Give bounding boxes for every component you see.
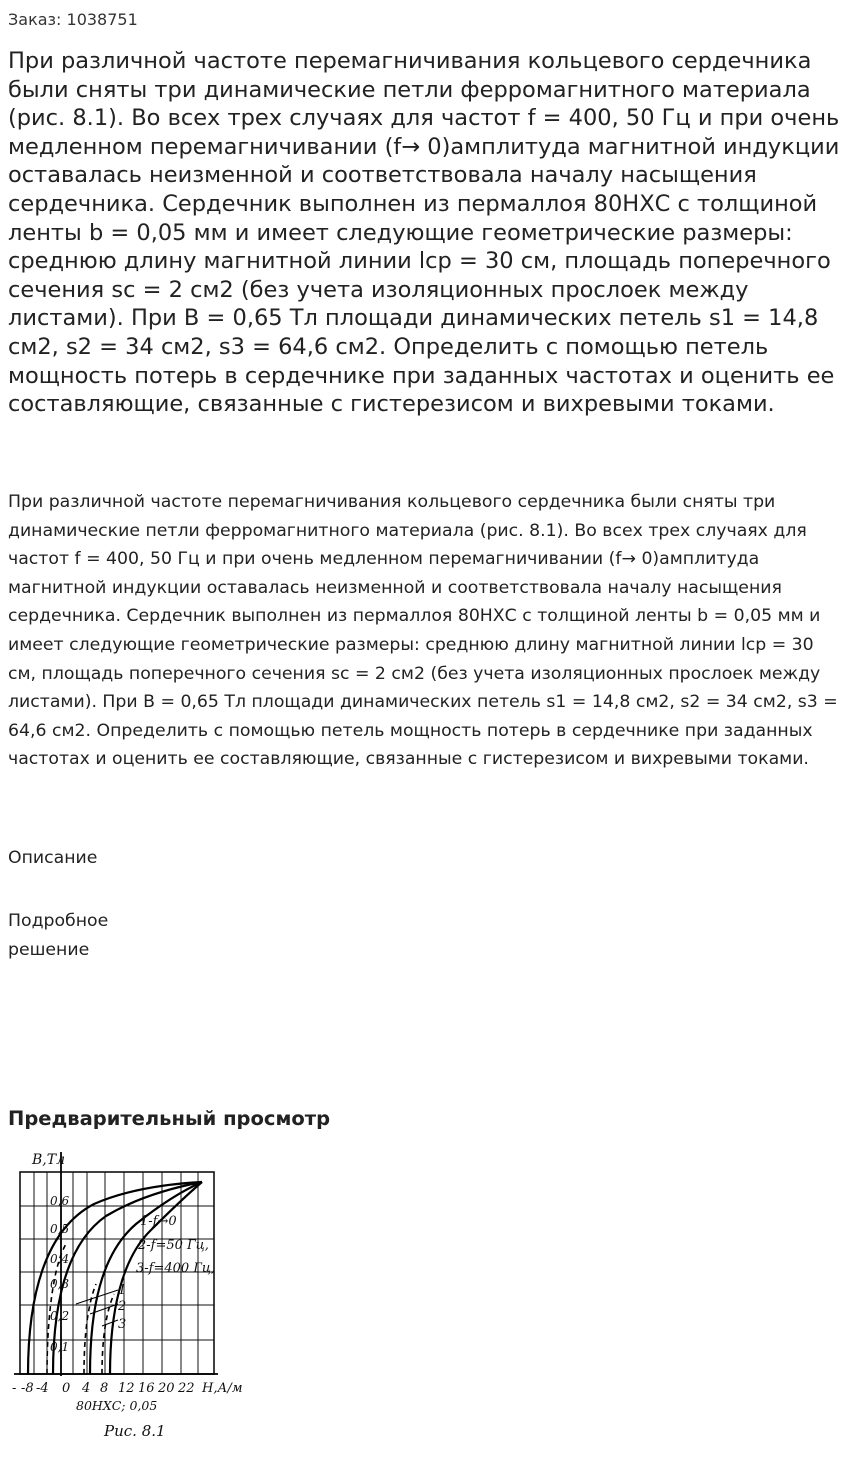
figure-material-note: 80НХС; 0,05: [76, 1398, 158, 1413]
figure-x-tick: 20: [158, 1381, 175, 1396]
figure-x-axis-label: H,А/м: [202, 1381, 243, 1396]
figure-y-axis-label: B,Тл: [32, 1152, 65, 1168]
order-number: Заказ: 1038751: [8, 10, 138, 29]
description-link[interactable]: Описание: [8, 848, 98, 868]
figure-x-tick: 16: [138, 1381, 155, 1396]
figure-y-tick: 0,6: [50, 1194, 70, 1208]
figure-x-tick: -8: [21, 1381, 34, 1396]
figure-legend-item: 2-f=50 Гц,: [138, 1238, 209, 1253]
figure-x-tick: 22: [178, 1381, 195, 1396]
figure-x-tick: 8: [100, 1381, 109, 1396]
curve-2: [90, 1182, 202, 1374]
figure-x-tick: 4: [82, 1381, 91, 1396]
figure-y-tick: 0,3: [50, 1277, 70, 1291]
figure-curve-label: 3: [118, 1317, 127, 1332]
task-description: При различной частоте перемагничивания кольцевого сердечника были сняты три динамические петли ферромагнитного материала (рис. 8.1). Во всех трех случаях для частот f = 400, 50 Гц и при очень медленном перемагничивании (f→ 0)амплитуда магнитной индукции оставалась неизменной и соответствовала началу насыщения сердечника. Сердечник выполнен из пермаллоя 80НХС с толщиной ленты b = 0,05 мм и имеет следующие геометрические размеры: среднюю длину магнитной линии lср = 30 см, площадь поперечного сечения sc = 2 см2 (без учета изоляционных прослоек между листами). При B = 0,65 Тл площади динамических петель s1 = 14,8 см2, s2 = 34 см2, s3 = 64,6 см2. Определить с помощью петель мощность потерь в сердечнике при заданных частотах и оценить ее составляющие, связанные с гистерезисом и вихревыми токами.: [8, 492, 838, 770]
figure-y-tick: 0,5: [50, 1222, 70, 1236]
task-title: При различной частоте перемагничивания кольцевого сердечника были сняты три динамические петли ферромагнитного материала (рис. 8.1). Во всех трех случаях для частот f = 400, 50 Гц и при очень медленном перемагничивании (f→ 0)амплитуда магнитной индукции оставалась неизменной и соответствовала началу насыщения сердечника. Сердечник выполнен из пермаллоя 80НХС с толщиной ленты b = 0,05 мм и имеет следующие геометрические размеры: среднюю длину магнитной линии lср = 30 см, площадь поперечного сечения sc = 2 см2 (без учета изоляционных прослоек между листами). При B = 0,65 Тл площади динамических петель s1 = 14,8 см2, s2 = 34 см2, s3 = 64,6 см2. Определить с помощью петель мощность потерь в сердечнике при заданных частотах и оценить ее составляющие, связанные с гистерезисом и вихревыми токами.: [8, 48, 840, 418]
figure-x-tick: -4: [36, 1381, 49, 1396]
figure-y-tick: 0,4: [50, 1252, 70, 1266]
figure-x-tick: 0: [62, 1381, 71, 1396]
figure-y-tick: 0,2: [50, 1309, 70, 1323]
curve-1: [53, 1182, 202, 1374]
figure-y-tick: 0,1: [50, 1340, 70, 1354]
figure-x-tick-minus: -: [12, 1381, 17, 1396]
preview-heading: Предварительный просмотр: [8, 1107, 331, 1130]
figure-caption: Рис. 8.1: [104, 1422, 166, 1440]
figure-legend-item: 1-f→0: [140, 1214, 177, 1229]
figure-curve-label: 2: [118, 1299, 127, 1314]
solution-link[interactable]: Подробное решение: [8, 911, 109, 960]
figure-legend-item: 3-f=400 Гц,: [136, 1261, 216, 1276]
figure-x-tick: 12: [118, 1381, 135, 1396]
preview-figure: [6, 1144, 258, 1444]
figure-curve-label: 1: [118, 1283, 127, 1298]
